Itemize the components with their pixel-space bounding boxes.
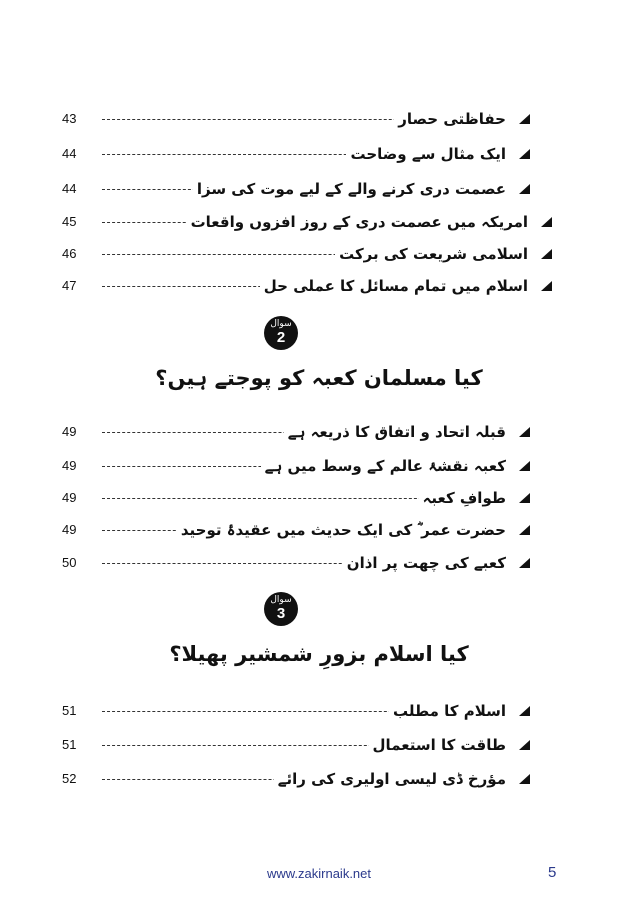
dot-leader — [102, 498, 437, 499]
toc-entry-title: قبلہ اتحاد و اتفاق کا ذریعہ ہے — [284, 421, 506, 443]
question-heading: کیا مسلمان کعبہ کو پوجتے ہیں؟ — [155, 366, 483, 390]
toc-page-number: 49 — [62, 522, 77, 537]
badge-word: سوال — [270, 595, 292, 605]
bullet-triangle-icon — [519, 184, 530, 194]
dot-leader — [102, 119, 432, 120]
toc-entry — [62, 421, 530, 443]
dot-leader — [102, 711, 412, 712]
toc-entry — [62, 108, 530, 130]
bullet-triangle-icon — [519, 114, 530, 124]
toc-page-number: 49 — [62, 458, 77, 473]
question-heading: کیا اسلام بزورِ شمشیر پھیلا؟ — [169, 642, 469, 666]
toc-page-number: 49 — [62, 424, 77, 439]
bullet-triangle-icon — [519, 461, 530, 471]
bullet-triangle-icon — [541, 249, 552, 259]
toc-entry — [62, 768, 530, 790]
bullet-triangle-icon — [519, 774, 530, 784]
badge-number: 2 — [276, 329, 286, 346]
toc-page-number: 49 — [62, 490, 77, 505]
toc-entry — [62, 519, 530, 541]
bullet-triangle-icon — [519, 525, 530, 535]
toc-entry-title: مؤرخ ڈی لیسی اولیری کی رائے — [274, 768, 506, 790]
dot-leader — [102, 154, 382, 155]
bullet-triangle-icon — [519, 427, 530, 437]
toc-entry-title: طوافِ کعبہ — [419, 487, 506, 509]
toc-entry-title: اسلام میں تمام مسائل کا عملی حل — [260, 275, 528, 297]
toc-page-number: 47 — [62, 278, 77, 293]
toc-entry-title: کعبہ نقشۂ عالم کے وسط میں ہے — [261, 455, 506, 477]
bullet-triangle-icon — [519, 740, 530, 750]
toc-entry — [62, 178, 530, 200]
toc-entry — [62, 734, 530, 756]
toc-entry — [62, 143, 530, 165]
question-badge — [264, 316, 298, 350]
toc-page-number: 51 — [62, 703, 77, 718]
toc-page-number: 52 — [62, 771, 77, 786]
dot-leader — [102, 563, 377, 564]
toc-entry-title: عصمت دری کرنے والے کے لیے موت کی سزا — [193, 178, 506, 200]
toc-entry — [62, 455, 530, 477]
toc-page-number: 44 — [62, 181, 77, 196]
badge-word: سوال — [270, 319, 292, 329]
toc-entry-title: کعبے کی چھت پر اذان — [343, 552, 506, 574]
bullet-triangle-icon — [519, 706, 530, 716]
toc-entry-title: ایک مثال سے وضاحت — [346, 143, 506, 165]
page-number: 5 — [548, 864, 557, 881]
toc-page-number: 46 — [62, 246, 77, 261]
bullet-triangle-icon — [519, 493, 530, 503]
badge-number: 3 — [276, 605, 286, 622]
toc-entry-title: اسلامی شریعت کی برکت — [335, 243, 528, 265]
question-badge — [264, 592, 298, 626]
toc-entry — [62, 700, 530, 722]
toc-page-number: 45 — [62, 214, 77, 229]
toc-entry-title: طاقت کا استعمال — [369, 734, 506, 756]
toc-entry — [62, 275, 552, 297]
toc-entry — [62, 552, 530, 574]
toc-entry — [62, 211, 552, 233]
toc-entry — [62, 487, 530, 509]
toc-page-number: 44 — [62, 146, 77, 161]
bullet-triangle-icon — [519, 558, 530, 568]
bullet-triangle-icon — [519, 149, 530, 159]
toc-entry — [62, 243, 552, 265]
bullet-triangle-icon — [541, 281, 552, 291]
toc-page-number: 50 — [62, 555, 77, 570]
toc-entry-title: حضرت عمر ؓ کی ایک حدیث میں عقیدۂ توحید — [177, 519, 506, 541]
toc-page-number: 51 — [62, 737, 77, 752]
toc-entry-title: امریکہ میں عصمت دری کے روز افزوں واقعات — [187, 211, 528, 233]
footer-website-link[interactable]: www.zakirnaik.net — [266, 866, 372, 881]
toc-page-number: 43 — [62, 111, 77, 126]
dot-leader — [102, 745, 392, 746]
toc-entry-title: اسلام کا مطلب — [389, 700, 506, 722]
toc-entry-title: حفاظتی حصار — [394, 108, 506, 130]
bullet-triangle-icon — [541, 217, 552, 227]
